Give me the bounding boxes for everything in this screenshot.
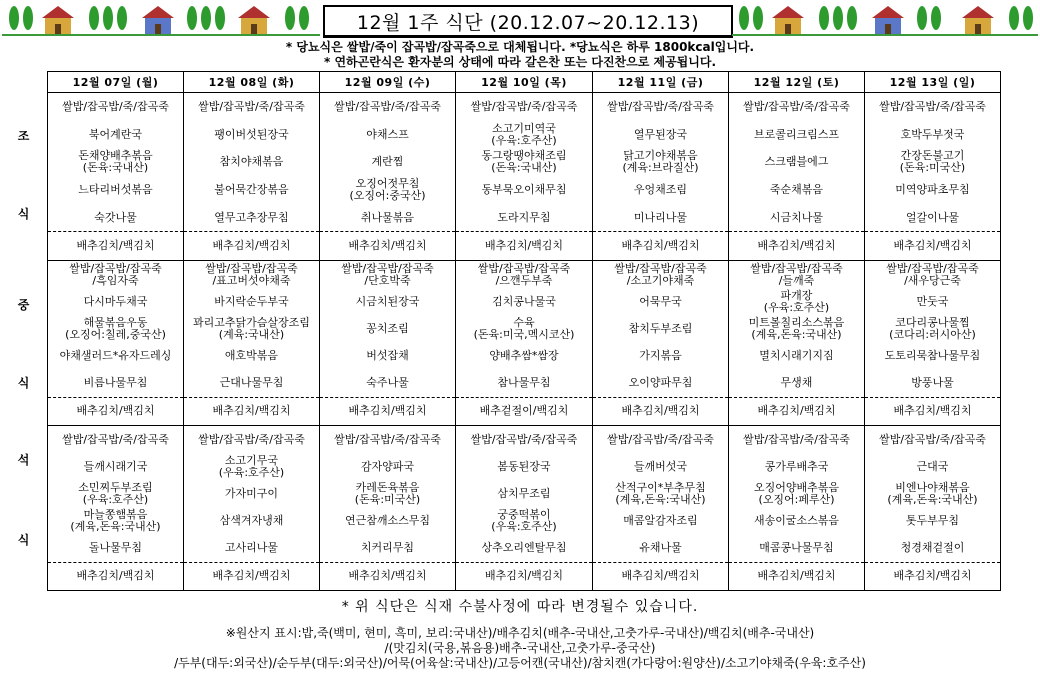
kimchi-item: 배추김치/백김치 — [184, 231, 319, 260]
kimchi-item: 배추김치/백김치 — [48, 231, 183, 260]
kimchi-item: 배추김치/백김치 — [48, 562, 183, 590]
notice-diabetic: * 당뇨식은 쌀밥/죽이 잡곡밥/잡곡죽으로 대체됩니다. *당뇨식은 하루 1800kcal입니다. — [285, 40, 755, 54]
menu-item: 숙갓나물 — [94, 210, 137, 224]
footer-note: * 위 식단은 식재 수불사정에 따라 변경될수 있습니다. — [341, 599, 699, 615]
menu-cell — [456, 93, 593, 261]
menu-cell-stack — [184, 261, 319, 425]
kimchi-item: 배추김치/백김치 — [729, 397, 864, 425]
menu-item: 브로콜리크림스프 — [753, 127, 839, 141]
menu-item: 쌀밥/잡곡밥/죽/잡곡죽 — [743, 99, 850, 113]
menu-item: 멸치시래기지짐 — [759, 349, 834, 363]
menu-table — [47, 71, 1001, 591]
menu-cell-stack — [729, 426, 864, 590]
menu-item: 참나물무침 — [497, 376, 551, 390]
kimchi-item: 배추김치/백김치 — [865, 231, 1000, 260]
menu-item: 삼치무조림 — [497, 486, 551, 500]
meal-label-lunch-bottom: 식 — [17, 376, 30, 390]
menu-cell-stack — [456, 93, 592, 260]
kimchi-item: 배추김치/백김치 — [320, 397, 455, 425]
menu-item: 열무고추장무침 — [214, 210, 289, 224]
menu-item: 취나물볶음 — [360, 210, 415, 224]
menu-item: 고사리나물 — [224, 541, 279, 555]
menu-item: 삼색겨자냉채 — [219, 514, 284, 528]
menu-cell-stack — [593, 93, 728, 260]
menu-item: 팽이버섯된장국 — [214, 127, 289, 141]
menu-cell-stack — [320, 93, 455, 260]
menu-item: 참치야채볶음 — [219, 155, 284, 169]
menu-cell — [48, 426, 184, 591]
menu-cell-stack — [48, 93, 183, 260]
menu-item: 방풍나물 — [911, 376, 954, 390]
menu-item: 카레돈육볶음 (돈육:미국산) — [354, 480, 421, 506]
menu-cell-stack — [729, 261, 864, 425]
kimchi-item: 배추김치/백김치 — [184, 562, 319, 590]
menu-item: 숙주나물 — [366, 376, 409, 390]
kimchi-item: 배추김치/백김치 — [865, 562, 1000, 590]
banner — [0, 0, 1040, 40]
kimchi-item: 배추김치/백김치 — [729, 562, 864, 590]
menu-item: 야채스프 — [366, 127, 409, 141]
kimchi-item: 배추김치/백김치 — [865, 397, 1000, 425]
menu-item: 유채나물 — [639, 541, 682, 555]
menu-item: 쌀밥/잡곡밥/죽/잡곡죽 — [607, 99, 714, 113]
menu-cell — [729, 261, 865, 426]
kimchi-item: 배추김치/백김치 — [729, 231, 864, 260]
meal-row-dinner — [48, 426, 1001, 591]
kimchi-item: 배추김치/백김치 — [593, 231, 728, 260]
menu-cell — [593, 426, 729, 591]
menu-item: 쌀밥/잡곡밥/죽/잡곡죽 — [879, 432, 986, 446]
kimchi-item: 배추김치/백김치 — [320, 231, 455, 260]
menu-item: 쌀밥/잡곡밥/죽/잡곡죽 — [334, 432, 441, 446]
menu-item: 쌀밥/잡곡밥/잡곡죽 /흑임자죽 — [69, 261, 162, 287]
menu-item: 버섯잡채 — [366, 349, 409, 363]
menu-item: 간장돈불고기 (돈육:미국산) — [899, 149, 966, 175]
menu-item: 들깨시래기국 — [83, 459, 148, 473]
menu-item: 쌀밥/잡곡밥/죽/잡곡죽 — [198, 432, 305, 446]
menu-item: 도토리묵참나물무침 — [884, 349, 981, 363]
kimchi-item: 배추김치/백김치 — [456, 231, 592, 260]
menu-item: 소고기미역국 (우육:호주산) — [491, 121, 557, 147]
menu-cell-stack — [456, 426, 592, 590]
menu-item: 양배추쌈*쌈장 — [489, 349, 559, 363]
menu-cell — [456, 261, 593, 426]
menu-item: 꽁치조림 — [366, 321, 409, 335]
menu-item: 소민찌두부조림 (우육:호주산) — [78, 480, 153, 506]
menu-item: 톳두부무침 — [905, 514, 960, 528]
menu-item: 봄동된장국 — [497, 459, 551, 473]
kimchi-item: 배추김치/백김치 — [593, 562, 728, 590]
kimchi-item: 배추겉절이/백김치 — [456, 397, 592, 425]
menu-item: 비름나물무침 — [83, 376, 148, 390]
origin-line: ※원산지 표시:밥,죽(백미, 현미, 흑미, 보리:국내산)/배추김치(배추-국내산,고춧가루-국내산)/백김치(배추-국내산) — [225, 626, 815, 640]
day-header: 12월 13일 (일) — [865, 72, 1001, 93]
page-title: 12월 1주 식단 (20.12.07~20.12.13) — [323, 5, 733, 38]
day-header: 12월 11일 (금) — [593, 72, 729, 93]
kimchi-item: 배추김치/백김치 — [456, 562, 592, 590]
menu-cell — [184, 426, 320, 591]
menu-item: 야채샐러드*유자드레싱 — [59, 349, 172, 363]
menu-item: 파개장 (우육:호주산) — [763, 288, 830, 314]
menu-item: 오징어젓무침 (오징어:중국산) — [349, 176, 426, 202]
menu-item: 닭고기야채볶음 (계육:브라질산) — [622, 149, 699, 175]
menu-item: 돈채양배추볶음 (돈육:국내산) — [78, 149, 153, 175]
menu-cell — [593, 261, 729, 426]
menu-item: 상추오리엔탈무침 — [481, 541, 567, 555]
menu-item: 청경채겉절이 — [900, 541, 965, 555]
menu-cell — [184, 261, 320, 426]
menu-item: 참치두부조림 — [628, 321, 693, 335]
menu-item: 시금치된장국 — [355, 294, 420, 308]
menu-cell-stack — [184, 426, 319, 590]
menu-item: 스크램블에그 — [764, 155, 829, 169]
meal-label-lunch-top: 중 — [17, 298, 30, 312]
menu-item: 마늘쫑햄볶음 (계육,돈육:국내산) — [70, 508, 161, 534]
menu-item: 김치콩나물국 — [492, 294, 556, 308]
meal-row-breakfast — [48, 93, 1001, 261]
menu-cell — [729, 426, 865, 591]
menu-cell-stack — [184, 93, 319, 260]
menu-item: 오이양파무침 — [628, 376, 693, 390]
meal-label-dinner-bottom: 식 — [17, 533, 30, 547]
menu-cell — [865, 426, 1001, 591]
menu-cell-stack — [320, 261, 455, 425]
menu-item: 미나리나물 — [633, 210, 688, 224]
meal-row-lunch — [48, 261, 1001, 426]
menu-item: 코다리콩나물찜 (코다리:러시아산) — [889, 315, 976, 341]
menu-item: 매콤알감자조림 — [623, 514, 698, 528]
day-header-row — [48, 72, 1001, 93]
meal-label-dinner-top: 석 — [17, 453, 30, 467]
menu-item: 비엔나야채볶음 (계육,돈육:국내산) — [887, 480, 978, 506]
menu-item: 쌀밥/잡곡밥/죽/잡곡죽 — [198, 99, 305, 113]
menu-item: 쌀밥/잡곡밥/잡곡죽 /으깬두부죽 — [477, 261, 571, 287]
menu-cell — [184, 93, 320, 261]
kimchi-item: 배추김치/백김치 — [320, 562, 455, 590]
menu-item: 죽순채볶음 — [769, 182, 824, 196]
menu-item: 새송이굴소스볶음 — [753, 514, 839, 528]
menu-item: 쌀밥/잡곡밥/죽/잡곡죽 — [470, 432, 578, 446]
kimchi-item: 배추김치/백김치 — [593, 397, 728, 425]
day-header: 12월 09일 (수) — [320, 72, 456, 93]
menu-item: 우엉채조림 — [633, 182, 688, 196]
menu-item: 해물볶음우동 (오징어:칠레,중국산) — [65, 315, 166, 341]
menu-item: 바지락순두부국 — [214, 294, 289, 308]
menu-item: 쌀밥/잡곡밥/죽/잡곡죽 — [879, 99, 986, 113]
menu-item: 북어계란국 — [88, 127, 143, 141]
menu-item: 근대국 — [916, 459, 949, 473]
menu-cell-stack — [456, 261, 592, 425]
menu-item: 시금치나물 — [769, 210, 824, 224]
menu-cell-stack — [865, 93, 1000, 260]
menu-item: 산적구이*부추무침 (계육,돈육:국내산) — [615, 480, 706, 506]
menu-item: 호박두부젓국 — [900, 127, 965, 141]
menu-item: 쌀밥/잡곡밥/잡곡죽 /새우당근죽 — [886, 261, 979, 287]
meal-label-breakfast-bottom: 식 — [17, 207, 30, 221]
menu-item: 미트볼칠리소스볶음 (계육,돈육:국내산) — [748, 315, 845, 341]
menu-cell-stack — [48, 426, 183, 590]
menu-cell-stack — [593, 261, 728, 425]
menu-item: 쌀밥/잡곡밥/죽/잡곡죽 — [743, 432, 850, 446]
menu-cell — [865, 261, 1001, 426]
menu-item: 다시마두채국 — [83, 294, 148, 308]
notice-dysphagia: * 연하곤란식은 환자분의 상태에 따라 갈은찬 또는 다진찬으로 제공됩니다. — [323, 55, 717, 69]
day-header: 12월 08일 (화) — [184, 72, 320, 93]
menu-item: 계란찜 — [371, 155, 404, 169]
village-decoration-left — [2, 2, 320, 36]
kimchi-item: 배추김치/백김치 — [48, 397, 183, 425]
menu-item: 쌀밥/잡곡밥/죽/잡곡죽 — [334, 99, 441, 113]
village-decoration-right — [732, 2, 1038, 36]
menu-cell — [729, 93, 865, 261]
menu-item: 쌀밥/잡곡밥/잡곡죽 /소고기야채죽 — [614, 261, 707, 287]
menu-item: 가지볶음 — [639, 349, 682, 363]
menu-item: 얼갈이나물 — [905, 210, 960, 224]
menu-item: 꽈리고추닭가슴살장조림 (계육:국내산) — [193, 315, 310, 341]
menu-item: 연근참깨소스무침 — [344, 514, 430, 528]
menu-item: 콩가루배추국 — [764, 459, 829, 473]
menu-cell — [320, 261, 456, 426]
menu-item: 들깨버섯국 — [633, 459, 688, 473]
menu-cell — [320, 93, 456, 261]
menu-item: 미역양파초무침 — [895, 182, 970, 196]
menu-cell-stack — [729, 93, 864, 260]
origin-line: /두부(대두:외국산)/순두부(대두:외국산)/어묵(어육살:국내산)/고등어캔(국내산)/참치캔(가다랑어:원양산)/소고기야채죽(우육:호주산) — [174, 656, 866, 670]
menu-item: 치커리무침 — [360, 541, 415, 555]
menu-cell-stack — [320, 426, 455, 590]
menu-item: 쌀밥/잡곡밥/잡곡죽 /단호박죽 — [341, 261, 434, 287]
menu-item: 무생채 — [780, 376, 813, 390]
menu-cell-stack — [865, 426, 1000, 590]
menu-item: 만둣국 — [916, 294, 949, 308]
origin-line: /(맛김치(국용,볶음용)배추-국내산,고춧가루-중국산) — [384, 641, 656, 655]
menu-cell — [865, 93, 1001, 261]
menu-item: 열무된장국 — [633, 127, 688, 141]
menu-cell — [593, 93, 729, 261]
menu-item: 동그랑땡야채조림 (돈육:국내산) — [481, 149, 567, 175]
menu-item: 애호박볶음 — [224, 349, 279, 363]
menu-item: 쌀밥/잡곡밥/죽/잡곡죽 — [607, 432, 714, 446]
menu-item: 동부묵오이채무침 — [481, 182, 567, 196]
menu-item: 오징어양배추볶음 (오징어:페루산) — [753, 480, 839, 506]
menu-cell — [48, 93, 184, 261]
menu-item: 돌나물무침 — [88, 541, 143, 555]
menu-item: 쌀밥/잡곡밥/죽/잡곡죽 — [62, 99, 169, 113]
menu-item: 느타리버섯볶음 — [78, 182, 153, 196]
menu-item: 쌀밥/잡곡밥/잡곡죽 /들깨죽 — [750, 261, 843, 287]
menu-cell-stack — [865, 261, 1000, 425]
menu-item: 가자미구이 — [224, 486, 279, 500]
menu-item: 도라지무침 — [497, 210, 551, 224]
menu-cell — [48, 261, 184, 426]
menu-item: 궁중떡볶이 (우육:호주산) — [491, 508, 557, 534]
menu-item: 쌀밥/잡곡밥/잡곡죽 /표고버섯야채죽 — [205, 261, 298, 287]
kimchi-item: 배추김치/백김치 — [184, 397, 319, 425]
menu-cell-stack — [48, 261, 183, 425]
menu-item: 쌀밥/잡곡밥/죽/잡곡죽 — [470, 99, 578, 113]
meal-label-breakfast-top: 조 — [17, 129, 30, 143]
menu-cell — [456, 426, 593, 591]
menu-item: 수육 (돈육:미국,멕시코산) — [473, 315, 575, 341]
day-header: 12월 12일 (토) — [729, 72, 865, 93]
menu-item: 감자양파국 — [360, 459, 415, 473]
menu-item: 불어묵간장볶음 — [214, 182, 289, 196]
menu-item: 근대나물무침 — [219, 376, 284, 390]
menu-item: 매콤콩나물무침 — [759, 541, 834, 555]
menu-item: 어묵무국 — [639, 294, 682, 308]
day-header: 12월 07일 (월) — [48, 72, 184, 93]
menu-item: 쌀밥/잡곡밥/죽/잡곡죽 — [62, 432, 169, 446]
menu-item: 소고기무국 (우육:호주산) — [218, 453, 285, 479]
menu-cell-stack — [593, 426, 728, 590]
menu-cell — [320, 426, 456, 591]
day-header: 12월 10일 (목) — [456, 72, 593, 93]
